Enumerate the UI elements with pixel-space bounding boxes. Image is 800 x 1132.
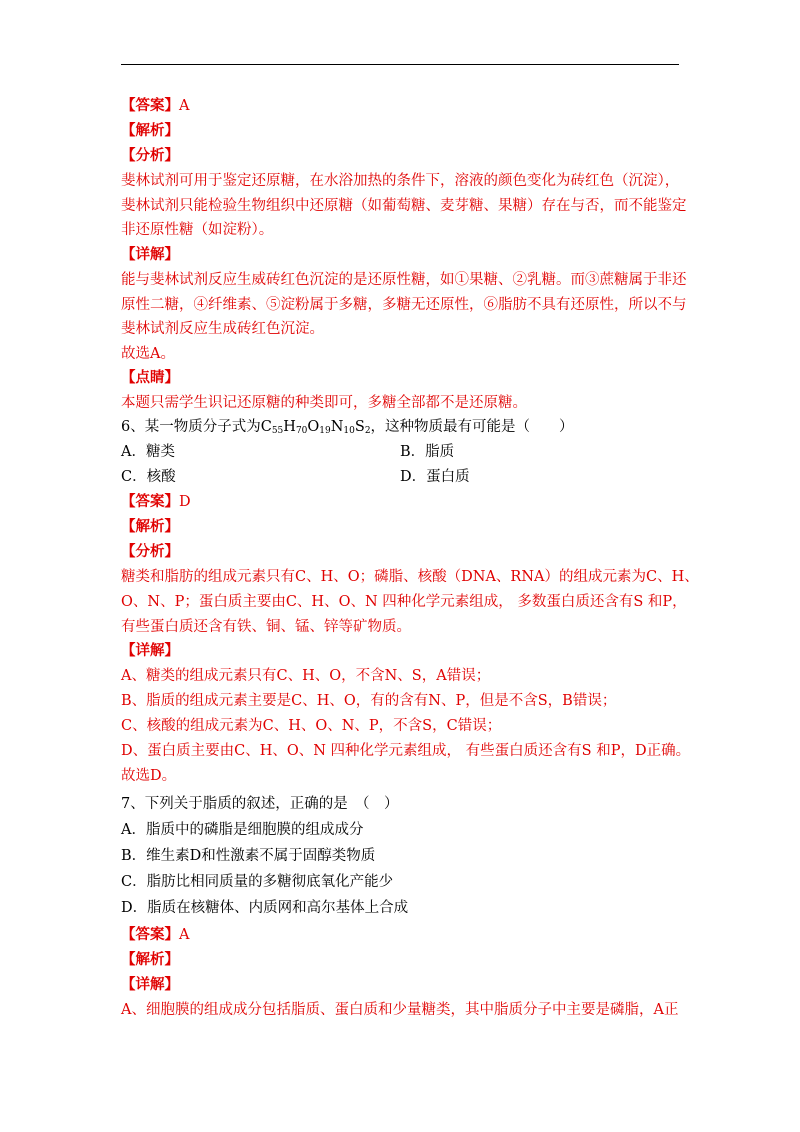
q5-answer: A [179,98,190,114]
formula-element: H [283,419,296,435]
q7-option-c[interactable]: C．脂肪比相同质量的多糖彻底氧化产能少 [121,874,394,890]
q6-answer-line [121,492,191,512]
q5-analysis-tag [121,146,179,166]
q5-analysis-line-3: 非还原性糖（如淀粉）。 [121,222,274,238]
q6-detail-line-1: A、糖类的组成元素只有C、H、O，不含N、S，A错误； [121,668,491,684]
q6-analysis-line-1: 糖类和脂肪的组成元素只有C、H、O；磷脂、核酸（DNA、RNA）的组成元素为C、H、 [121,569,699,585]
q6-detail-line-4: D、蛋白质主要由C、H、O、N 四种化学元素组成， 有些蛋白质还含有S 和P，D正确。 [121,743,691,759]
q6-answer: D [179,494,191,510]
q6-analysis-line-2: O、N、P；蛋白质主要由C、H、O、N 四种化学元素组成， 多数蛋白质还含有S 和P， [121,594,687,610]
q5-comment-text: 本题只需学生识记还原糖的种类即可，多糖全部都不是还原糖。 [121,395,527,411]
answer-tag: 【答案】 [121,926,179,943]
q6-detail-line-5: 故选D。 [121,768,177,784]
formula-sub: 10 [343,426,355,436]
q5-detail-line-1: 能与斐林试剂反应生威砖红色沉淀的是还原性糖，如①果糖、②乳糖。而③蔗糖属于非还 [121,272,687,288]
answer-tag: 【答案】 [121,493,179,510]
q6-option-c[interactable]: C．核酸 [121,469,176,485]
q7-stem: 7、下列关于脂质的叙述，正确的是 （ ） [121,796,399,812]
q6-stem [121,417,574,437]
q6-detail-line-3: C、核酸的组成元素为C、H、O、N、P，不含S，C错误； [121,718,502,734]
q5-detail-line-4: 故选A。 [121,346,175,362]
explain-tag: 【解析】 [121,518,179,535]
q7-explain-tag [121,950,179,970]
q7-answer: A [179,927,190,943]
detail-tag: 【详解】 [121,246,179,263]
q7-answer-line [121,925,189,945]
q6-explain-tag [121,517,179,537]
comment-tag: 【点睛】 [121,369,179,386]
q5-comment-tag [121,368,179,388]
formula-element: N [330,419,344,435]
q6-analysis-tag [121,542,179,562]
q7-option-b[interactable]: B．维生素D和性激素不属于固醇类物质 [121,848,376,864]
formula-sub: 19 [319,426,331,436]
q7-detail-tag [121,975,179,995]
q5-analysis-line-1: 斐林试剂可用于鉴定还原糖，在水浴加热的条件下，溶液的颜色变化为砖红色（沉淀）， [121,173,680,189]
q6-stem-suffix: ，这种物质最有可能是（ ） [370,419,574,435]
analysis-tag: 【分析】 [121,543,179,560]
q6-option-d[interactable]: D．蛋白质 [400,469,470,485]
q6-stem-prefix: 6、某一物质分子式为C [121,419,272,435]
answer-tag: 【答案】 [121,97,179,114]
q5-detail-tag [121,245,179,265]
analysis-tag: 【分析】 [121,147,179,164]
formula-sub: 55 [271,426,284,436]
q7-option-d[interactable]: D．脂质在核糖体、内质网和高尔基体上合成 [121,900,409,916]
explain-tag: 【解析】 [121,951,179,968]
q5-answer-line [121,96,189,116]
q6-detail-tag [121,641,179,661]
q7-detail-line-1: A、细胞膜的组成成分包括脂质、蛋白质和少量糖类，其中脂质分子中主要是磷脂，A正 [121,1002,679,1018]
q5-explain-tag [121,121,179,141]
formula-sub: 2 [364,426,371,436]
q6-analysis-line-3: 有些蛋白质还含有铁、铜、锰、锌等矿物质。 [121,619,411,635]
q5-analysis-line-2: 斐林试剂只能检验生物组织中还原糖（如葡萄糖、麦芽糖、果糖）存在与否，而不能鉴定 [121,198,687,214]
q6-detail-line-2: B、脂质的组成元素主要是C、H、O，有的含有N、P，但是不含S，B错误； [121,693,617,709]
formula-element: O [307,419,320,435]
header-rule [121,64,679,65]
formula-element: S [354,419,365,435]
detail-tag: 【详解】 [121,642,179,659]
q6-option-b[interactable]: B．脂质 [400,444,455,460]
formula-sub: 70 [295,426,308,436]
q5-detail-line-2: 原性二糖，④纤维素、⑤淀粉属于多糖，多糖无还原性，⑥脂肪不具有还原性，所以不与 [121,297,687,313]
q6-option-a[interactable]: A．糖类 [121,444,175,460]
detail-tag: 【详解】 [121,976,179,993]
q7-option-a[interactable]: A．脂质中的磷脂是细胞膜的组成成分 [121,822,364,838]
q5-detail-line-3: 斐林试剂反应生成砖红色沉淀。 [121,321,324,337]
explain-tag: 【解析】 [121,122,179,139]
